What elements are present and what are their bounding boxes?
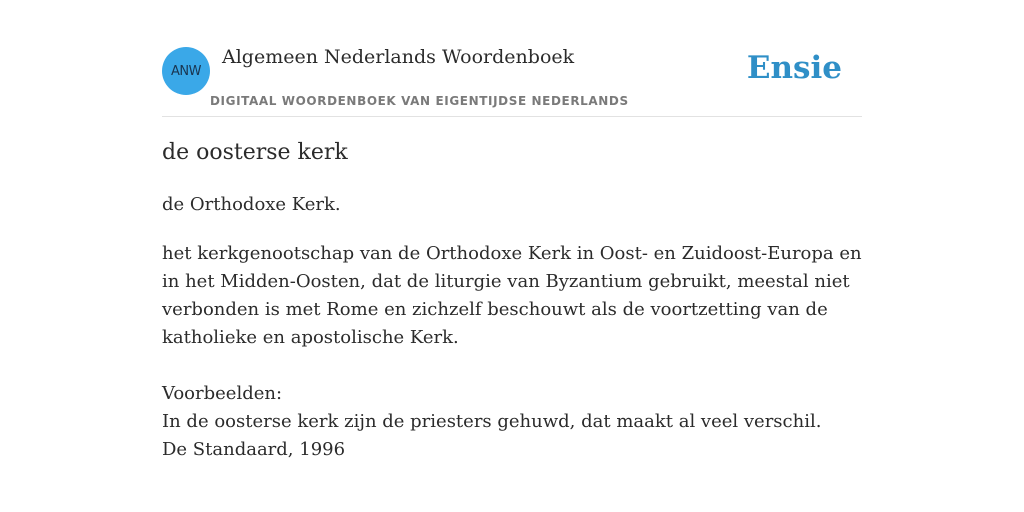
definition: het kerkgenootschap van de Orthodoxe Kerk in Oost- en Zuidoost-Europa en in het Midden-Oosten, dat de liturgie van Byzantium gebruikt, meestal niet verbonden is met Rome en zichzelf beschouwt als de voortzetting van de katholieke en apostolische Kerk. (162, 243, 862, 348)
logo-text: ANW (171, 63, 201, 79)
site-subtitle: DIGITAAL WOORDENBOEK VAN EIGENTIJDSE NEDERLANDS (210, 94, 629, 108)
example-source: De Standaard, 1996 (162, 439, 346, 460)
short-definition: de Orthodoxe Kerk. (162, 194, 341, 215)
example-sentence: In de oosterse kerk zijn de priesters gehuwd, dat maakt al veel verschil. (162, 411, 822, 432)
site-title[interactable]: Algemeen Nederlands Woordenboek (222, 46, 575, 68)
ensie-brand-logo[interactable]: Ensie (746, 50, 842, 86)
anw-logo[interactable] (162, 47, 210, 95)
examples-section (162, 380, 862, 464)
header (162, 0, 862, 117)
examples-label: Voorbeelden: (162, 383, 283, 404)
entry-title: de oosterse kerk (162, 140, 348, 165)
